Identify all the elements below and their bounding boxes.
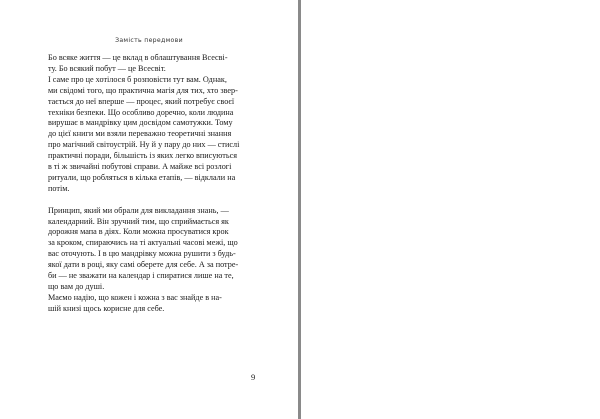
text-line: про магічний світоустрій. Ну й у пару до них — стислі xyxy=(48,140,240,150)
text-line: вас оточують. І в цю мандрівку можна рушити з будь- xyxy=(48,249,236,259)
text-line: ритуали, що робляться в кілька етапів, — відклали на xyxy=(48,172,236,182)
text-line: шій книзі щось корисне для себе. xyxy=(48,303,165,313)
text-line: що вам до душі. xyxy=(48,282,105,292)
text-line: Бо всяке життя — це вклад в облаштування Всесві- xyxy=(48,53,228,62)
paragraph-gap xyxy=(48,195,253,206)
text-line: вирушає в мандрівку цим досвідом самотужки. Тому xyxy=(48,118,233,128)
text-line: до цієї книги ми взяли переважно теоретичні знання xyxy=(48,129,232,139)
text-line: в ті ж звичайні побутові справи. А майже всі розлогі xyxy=(48,162,232,172)
text-line: би — не зважати на календар і спиратися лише на те, xyxy=(48,271,234,281)
text-line: ми свідомі того, що практична магія для тих, хто звер- xyxy=(48,85,238,95)
text-line: ту. Бо всякий побут — це Всесвіт. xyxy=(48,63,166,73)
text-line: за кроком, спираючись на ті актуальні часові межі, що xyxy=(48,238,238,248)
text-line: Маємо надію, що кожен і кожна з вас знайде в на- xyxy=(48,292,222,302)
running-head: Замість передмови xyxy=(115,37,183,44)
text-line: потім. xyxy=(48,183,70,193)
text-line: І саме про це хотілося б розповісти тут вам. Однак, xyxy=(48,74,227,84)
right-page xyxy=(301,0,600,419)
left-page xyxy=(0,0,298,419)
text-line: практичні поради, більшість із яких легко вписуються xyxy=(48,151,238,161)
body-text xyxy=(48,53,253,315)
page-number: 9 xyxy=(251,372,256,382)
text-line: техніки безпеки. Що особливо доречно, коли людина xyxy=(48,107,234,117)
text-line: якої дати в році, яку самі оберете для себе. А за потре- xyxy=(48,260,239,270)
text-line: календарний. Він зручний тим, що сприймається як xyxy=(48,216,229,226)
text-line: тається до неї вперше — процес, який потребує своєї xyxy=(48,96,235,106)
text-line: Принцип, який ми обрали для викладання знань, — xyxy=(48,205,229,215)
text-line: дорожня мапа в діях. Коли можна просуватися крок xyxy=(48,227,229,237)
